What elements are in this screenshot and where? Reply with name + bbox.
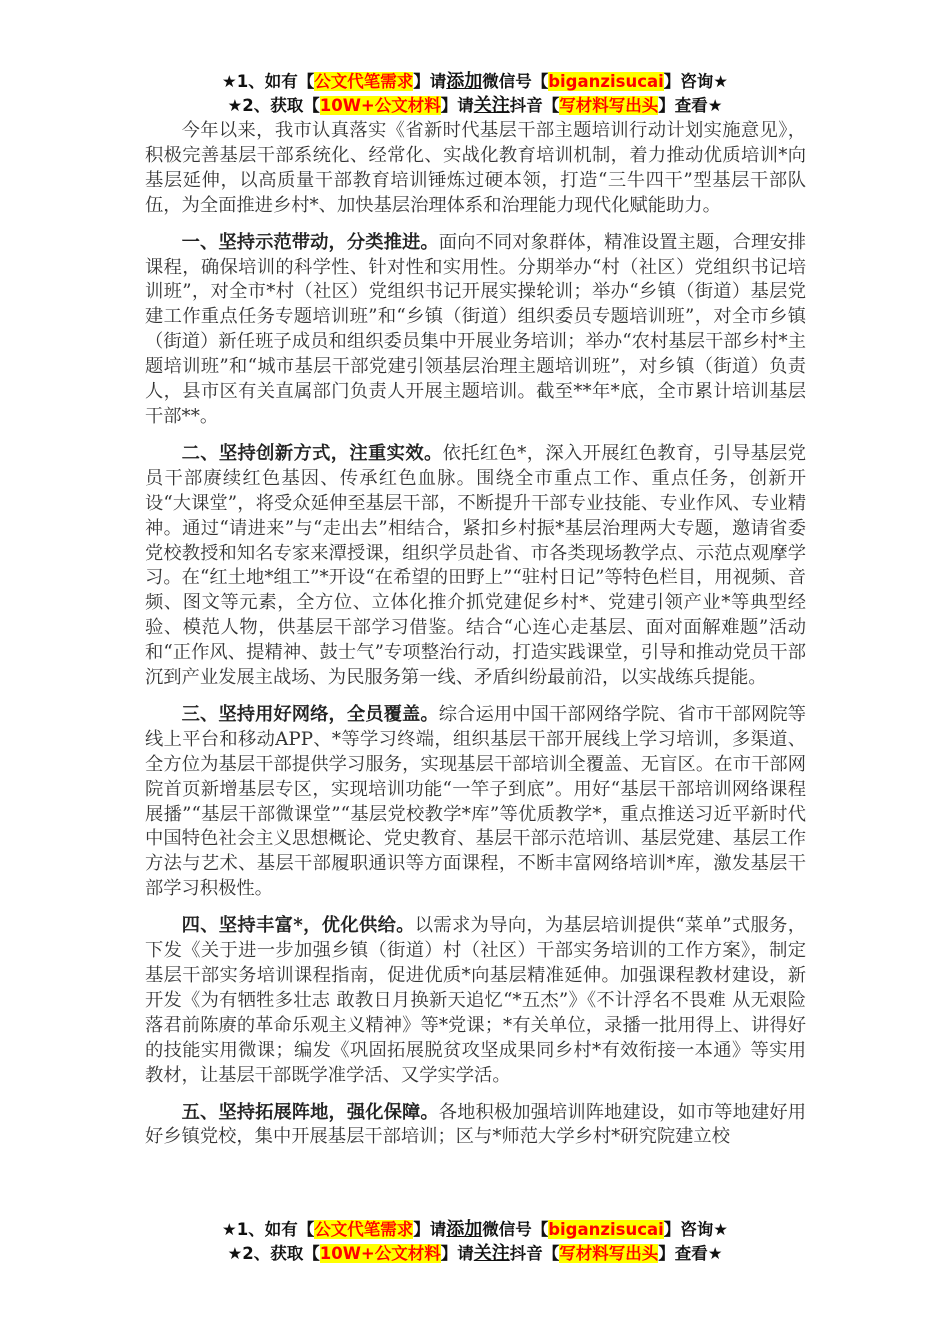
text: 】查看★ [658,1244,723,1263]
text: 抖音【 [509,96,560,115]
text: ★2、获取【 [227,1244,320,1263]
paragraph-4 [145,914,806,1088]
paragraph-heading: 二、坚持创新方式，注重实效。 [181,442,443,464]
promo-banner-top [0,70,950,118]
text: ★1、如有【 [221,1220,315,1239]
promo-line-1 [0,1218,950,1242]
wechat-id: biganzisucai [548,1220,664,1239]
paragraph-heading: 四、坚持丰富*，优化供给。 [181,915,415,937]
highlight-text: 公文代笔需求 [314,1220,414,1239]
paragraph-heading: 三、坚持用好网络，全员覆盖。 [181,703,439,725]
paragraph-text: 依托红色*，深入开展红色教育，引导基层党员干部赓续红色基因、传承红色血脉。围绕全市重点工作、重点任务，创新开设“大课堂”，将受众延伸至基层干部，不断提升干部专业技能、专业作风、专业精神。通过“请进来”与“走出去”相结合，紧扣乡村振*基层治理两大专题，邀请省委党校教授和知名专家来潭授课，组织学员赴省、市各类现场教学点、示范点观摩学习。在“红土地*组工”*开设“在希望的田野上”“驻村日记”等特色栏目，用视频、音频、图文等元素，全方位、立体化推介抓党建促乡村*、党建引领产业*等典型经验、模范人物，供基层干部学习借鉴。结合“心连心走基层、面对面解难题”活动和“正作风、提精神、鼓士气”专项整治行动，打造实践课堂，引导和推动党员干部沉到产业发展主战场、为民服务第一线、矛盾纠纷最前沿，以实战练兵提能。 [145,442,807,689]
douyin-id: 写材料写出头 [559,96,659,115]
promo-line-2 [0,94,950,118]
paragraph-intro [145,119,806,219]
text: 】请 [413,72,447,91]
text: 微信号【 [482,1220,549,1239]
text: 】请 [440,96,474,115]
text: ★1、如有【 [221,72,315,91]
document-body [145,119,806,1162]
paragraph-text: 各地积极加强培训阵地建设，如市等地建好用好乡镇党校，集中开展基层干部培训；区与*师范大学乡村*研究院建立校 [145,1101,807,1148]
text: 】咨询★ [663,72,729,91]
underlined-text: 关注 [473,1243,510,1264]
promo-banner-bottom [0,1218,950,1266]
paragraph-3 [145,703,806,902]
highlight-text: 10W+公文材料 [319,96,441,115]
paragraph-text: 面向不同对象群体，精准设置主题，合理安排课程，确保培训的科学性、针对性和实用性。分期举办“村（社区）党组织书记培训班”，对全市*村（社区）党组织书记开展实操轮训；举办“乡镇（街道）基层党建工作重点任务专题培训班”和“乡镇（街道）组织委员专题培训班”，对全市乡镇（街道）新任班子成员和组织委员集中开展业务培训；举办“农村基层干部乡村*主题培训班”和“城市基层干部党建引领基层治理主题培训班”，对乡镇（街道）负责人，县市区有关直属部门负责人开展主题培训。截至**年*底，全市累计培训基层干部**。 [145,231,807,427]
text: 抖音【 [509,1244,560,1263]
paragraph-text: 综合运用中国干部网络学院、省市干部网院等线上平台和移动APP、*等学习终端，组织基层干部开展线上学习培训，多渠道、全方位为基层干部提供学习服务，实现基层干部培训全覆盖、无盲区。在市干部网院首页新增基层专区，实现培训功能“一竿子到底”。用好“基层干部培训网络课程展播”“基层干部微课堂”“基层党校教学*库”等优质教学*，重点推送习近平新时代中国特色社会主义思想概论、党史教育、基层干部示范培训、基层党建、基层工作方法与艺术、基层干部履职通识等方面课程，不断丰富网络培训*库，激发基层干部学习积极性。 [145,703,807,900]
paragraph-1 [145,231,806,430]
paragraph-heading: 五、坚持拓展阵地，强化保障。 [181,1101,439,1123]
text: 】查看★ [658,96,723,115]
paragraph-2 [145,442,806,691]
paragraph-5 [145,1101,806,1151]
underlined-text: 添加 [446,71,483,92]
paragraph-heading: 一、坚持示范带动，分类推进。 [181,231,439,253]
text: 】咨询★ [663,1220,729,1239]
text: ★2、获取【 [227,96,320,115]
text: 】请 [440,1244,474,1263]
paragraph-text: 今年以来，我市认真落实《省新时代基层干部主题培训行动计划实施意见》，积极完善基层干部系统化、经常化、实战化教育培训机制，着力推动优质培训*向基层延伸，以高质量干部教育培训锤炼过硬本领，打造“三牛四干”型基层干部队伍，为全面推进乡村*、加快基层治理体系和治理能力现代化赋能助力。 [145,120,806,216]
promo-line-1 [0,70,950,94]
text: 】请 [413,1220,447,1239]
paragraph-text: 以需求为导向，为基层培训提供“菜单”式服务，下发《关于进一步加强乡镇（街道）村（社区）干部实务培训的工作方案》，制定基层干部实务培训课程指南，促进优质*向基层精准延伸。加强课程教材建设，新开发《为有牺牲多壮志 敢教日月换新天追忆“*五杰”》《不计浮名不畏难 从无艰险落君前陈赓的革命乐观主义精神》等*党课；*有关单位，录播一批用得上、讲得好的技能实用微课；编发《巩固拓展脱贫攻坚成果同乡村*有效衔接一本通》等实用教材，让基层干部既学准学活、又学实学活。 [145,915,806,1086]
wechat-id: biganzisucai [548,72,664,91]
promo-line-2 [0,1242,950,1266]
douyin-id: 写材料写出头 [559,1244,659,1263]
underlined-text: 添加 [446,1219,483,1240]
underlined-text: 关注 [473,95,510,116]
text: 微信号【 [482,72,549,91]
highlight-text: 10W+公文材料 [319,1244,441,1263]
highlight-text: 公文代笔需求 [314,72,414,91]
